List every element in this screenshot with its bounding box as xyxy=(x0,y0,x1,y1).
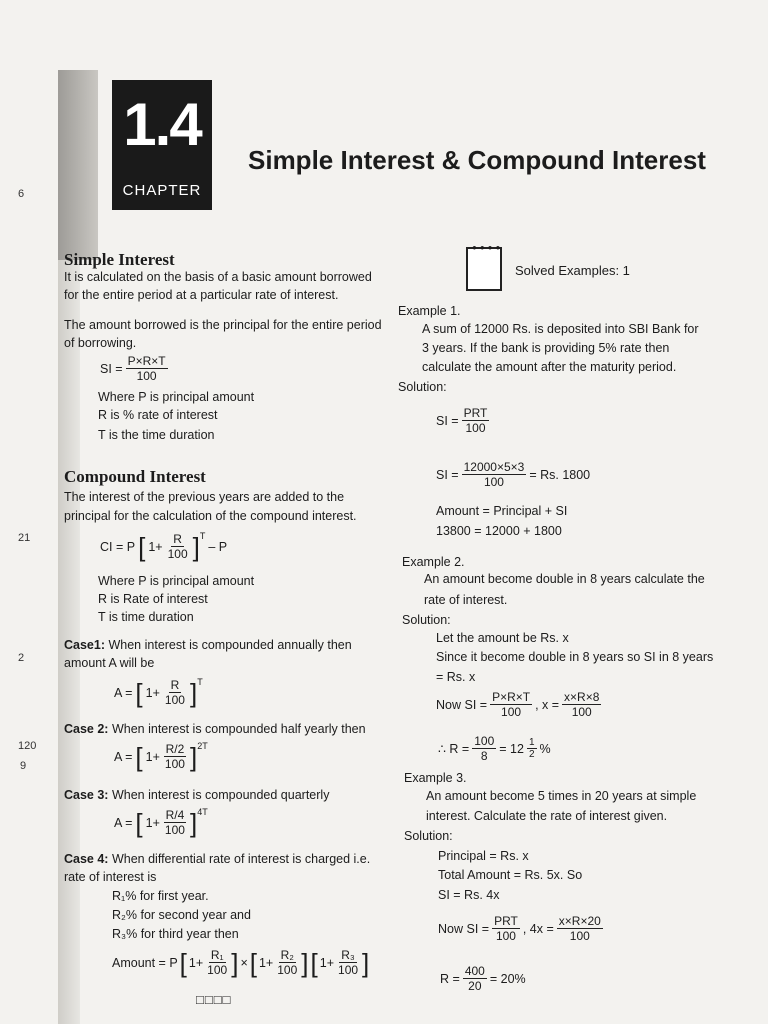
example3-label: Example 3. xyxy=(404,771,467,785)
solved-examples-heading: Solved Examples: 1 xyxy=(515,263,630,278)
ex2-r-fraction xyxy=(472,734,496,763)
case4-r1: R₁ xyxy=(210,948,224,962)
ex2-now-fraction2 xyxy=(562,690,601,719)
ex2-now-den: 100 xyxy=(501,705,522,719)
ex2-r-fnum: 1 xyxy=(528,737,535,748)
case4-one-plus: 1+ xyxy=(258,955,274,970)
ex2-r-num: 100 xyxy=(474,734,495,748)
case4-rate-line: R₁% for first year. xyxy=(112,889,209,903)
case2-fraction xyxy=(163,742,187,771)
si-para2-line: of borrowing. xyxy=(64,336,137,350)
ex3-now-lhs: Now SI = xyxy=(438,921,490,936)
bracket-open: [ xyxy=(179,947,187,978)
bracket-close: ] xyxy=(192,531,200,562)
si-where-line: Where P is principal amount xyxy=(98,390,255,404)
si-where-line: T is the time duration xyxy=(98,428,215,442)
ci-para-line: principal for the calculation of the compound interest. xyxy=(64,509,357,523)
case2-lhs: A = xyxy=(114,749,133,764)
case2-text: When interest is compounded half yearly then xyxy=(111,722,366,736)
case3-line xyxy=(64,786,329,804)
bracket-open: [ xyxy=(310,947,318,978)
case4-line: rate of interest is xyxy=(64,870,157,884)
ci-fraction xyxy=(166,532,190,561)
ex2-r-pct: % xyxy=(539,741,551,756)
example3-text-line: interest. Calculate the rate of interest given. xyxy=(426,809,668,823)
case4-line xyxy=(64,850,370,868)
example2-text-line: rate of interest. xyxy=(424,593,508,607)
ex3-r-fraction xyxy=(463,964,487,993)
example1-text-line: A sum of 12000 Rs. is deposited into SBI Bank for xyxy=(422,322,699,336)
chapter-label: CHAPTER xyxy=(122,182,202,199)
margin-mark: 2 xyxy=(18,652,25,664)
ex2-r-den: 8 xyxy=(480,749,488,763)
ex3-r-lhs: R = xyxy=(440,971,460,986)
ci-num: R xyxy=(173,532,182,546)
si-formula-num: P×R×T xyxy=(127,354,166,368)
margin-mark: 6 xyxy=(18,188,25,200)
bracket-open: [ xyxy=(135,677,143,708)
case4-fraction xyxy=(336,948,360,977)
si-formula-lhs: SI = xyxy=(100,361,123,376)
ci-formula-lhs: CI = P xyxy=(100,539,136,554)
ex3-line: SI = Rs. 4x xyxy=(438,888,500,902)
example1-text-line: 3 years. If the bank is providing 5% rate then xyxy=(422,341,670,355)
ex1-f2-lhs: SI = xyxy=(436,467,459,482)
ex3-r-den: 20 xyxy=(468,979,482,993)
chapter-label-box xyxy=(112,176,212,208)
bracket-open: [ xyxy=(135,741,143,772)
ex2-now-mid: , x = xyxy=(535,697,560,712)
case4-rate-line: R₃% for third year then xyxy=(112,927,239,941)
ex3-now-fraction xyxy=(492,914,520,943)
case4-fraction xyxy=(275,948,299,977)
ex3-r-formula xyxy=(440,964,526,993)
ci-para-line: The interest of the previous years are added to the xyxy=(64,490,345,504)
ex1-f2-num: 12000×5×3 xyxy=(463,460,525,474)
case4-text: When differential rate of interest is charged i.e. xyxy=(111,852,371,866)
ex3-now-den: 100 xyxy=(495,929,516,943)
case4-den: 100 xyxy=(207,963,228,977)
case3-den: 100 xyxy=(164,823,185,837)
si-where-line: R is % rate of interest xyxy=(98,408,218,422)
case1-den: 100 xyxy=(164,693,185,707)
bracket-open: [ xyxy=(138,531,146,562)
case1-lhs: A = xyxy=(114,685,133,700)
ex3-now-num2: x×R×20 xyxy=(558,914,601,928)
case1-num: R xyxy=(170,678,180,692)
ex2-now-num: P×R×T xyxy=(492,690,531,704)
ci-where-line: R is Rate of interest xyxy=(98,592,208,606)
ex2-line: = Rs. x xyxy=(436,670,476,684)
ex3-now-num: PRT xyxy=(494,914,518,928)
bracket-open: [ xyxy=(135,807,143,838)
bracket-close: ] xyxy=(301,947,309,978)
case1-formula xyxy=(114,678,203,707)
example2-text-line: An amount become double in 8 years calculate the xyxy=(424,572,705,586)
case2-label: Case 2: xyxy=(64,722,109,736)
example1-label: Example 1. xyxy=(398,304,461,318)
si-formula-fraction xyxy=(126,354,168,383)
ex1-formula2 xyxy=(436,460,590,489)
case1-line xyxy=(64,636,352,654)
case4-times: × xyxy=(240,955,248,970)
case3-exponent: 4T xyxy=(197,806,208,817)
page-title: Simple Interest & Compound Interest xyxy=(248,145,706,175)
ex3-now-mid: , 4x = xyxy=(522,921,554,936)
ex1-amount-line: 13800 = 12000 + 1800 xyxy=(436,524,562,538)
ex1-f2-rhs: = Rs. 1800 xyxy=(529,467,591,482)
case3-fraction xyxy=(163,808,187,837)
ex2-r-fden: 2 xyxy=(528,749,535,760)
case3-text: When interest is compounded quarterly xyxy=(111,788,330,802)
case4-one-plus: 1+ xyxy=(319,955,335,970)
ex2-r-mixed-fraction xyxy=(527,737,537,760)
margin-mark: 9 xyxy=(20,760,27,772)
margin-mark: 120 xyxy=(18,740,37,752)
ci-where-line: Where P is principal amount xyxy=(98,574,255,588)
si-para2-line: The amount borrowed is the principal for the entire period xyxy=(64,318,382,332)
case4-fraction xyxy=(205,948,229,977)
case1-label: Case1: xyxy=(64,638,105,652)
si-formula xyxy=(100,354,168,383)
ex2-r-formula xyxy=(438,734,551,763)
case1-exponent: T xyxy=(197,676,203,687)
si-para1-line: for the entire period at a particular rate of interest. xyxy=(64,288,339,302)
notepad-icon: ●●●● xyxy=(466,247,502,291)
ex3-line: Principal = Rs. x xyxy=(438,849,529,863)
section-end-marks: □□□□ xyxy=(196,992,232,1007)
ci-where-line: T is time duration xyxy=(98,610,194,624)
simple-interest-heading: Simple Interest xyxy=(64,250,175,269)
case4-lhs: Amount = P xyxy=(112,955,178,970)
case4-rate-line: R₂% for second year and xyxy=(112,908,251,922)
bracket-open: [ xyxy=(249,947,257,978)
ci-formula xyxy=(100,532,227,561)
ex1-f1-fraction xyxy=(462,406,490,435)
case4-label: Case 4: xyxy=(64,852,109,866)
example2-solution-label: Solution: xyxy=(402,613,451,627)
ex1-f2-fraction xyxy=(462,460,527,489)
case2-line xyxy=(64,720,366,738)
margin-mark: 21 xyxy=(18,532,31,544)
ex2-now-fraction xyxy=(490,690,532,719)
case1-text: When interest is compounded annually then xyxy=(108,638,352,652)
case4-r2: R₂ xyxy=(280,948,294,962)
case3-label: Case 3: xyxy=(64,788,109,802)
ex2-line: Let the amount be Rs. x xyxy=(436,631,569,645)
ex2-now-den2: 100 xyxy=(571,705,592,719)
bracket-close: ] xyxy=(189,807,198,838)
ex2-now-formula xyxy=(436,690,601,719)
case3-formula xyxy=(114,808,208,837)
ex1-f1-num: PRT xyxy=(463,406,488,420)
ex2-line: Since it become double in 8 years so SI in 8 years xyxy=(436,650,714,664)
case4-den: 100 xyxy=(338,963,359,977)
ci-one-plus: 1+ xyxy=(148,539,163,554)
bracket-close: ] xyxy=(231,947,239,978)
case3-lhs: A = xyxy=(114,815,133,830)
ex3-now-den2: 100 xyxy=(569,929,590,943)
ex3-line: Total Amount = Rs. 5x. So xyxy=(438,868,583,882)
ex1-f2-den: 100 xyxy=(483,475,504,489)
ex2-now-num2: x×R×8 xyxy=(564,690,600,704)
ci-tail: – P xyxy=(208,539,228,554)
compound-interest-heading: Compound Interest xyxy=(64,467,206,486)
example3-solution-label: Solution: xyxy=(404,829,453,843)
ex3-r-num: 400 xyxy=(464,964,485,978)
case3-num: R/4 xyxy=(165,808,185,822)
case2-formula xyxy=(114,742,208,771)
bracket-close: ] xyxy=(189,741,198,772)
ex2-r-eq: = 12 xyxy=(499,741,524,756)
ex3-r-rhs: = 20% xyxy=(489,971,526,986)
si-formula-den: 100 xyxy=(136,369,157,383)
case2-exponent: 2T xyxy=(197,740,208,751)
ex3-now-formula xyxy=(438,914,603,943)
example1-solution-label: Solution: xyxy=(398,380,447,394)
case1-one-plus: 1+ xyxy=(145,685,160,700)
case1-line: amount A will be xyxy=(64,656,155,670)
case2-one-plus: 1+ xyxy=(145,749,160,764)
case2-den: 100 xyxy=(164,757,185,771)
case1-fraction xyxy=(163,678,187,707)
case2-num: R/2 xyxy=(165,742,185,756)
ex1-f1-den: 100 xyxy=(465,421,486,435)
si-para1-line: It is calculated on the basis of a basic amount borrowed xyxy=(64,270,372,284)
example2-label: Example 2. xyxy=(402,555,465,569)
bracket-close: ] xyxy=(362,947,370,978)
case4-one-plus: 1+ xyxy=(188,955,204,970)
case4-r3: R₃ xyxy=(341,948,355,962)
ex2-r-lhs: ∴ R = xyxy=(438,742,470,756)
ex1-amount-line: Amount = Principal + SI xyxy=(436,504,568,518)
case4-formula xyxy=(112,948,369,977)
page-gutter-shadow-top xyxy=(58,70,98,260)
chapter-number: 1.4 xyxy=(123,91,201,158)
bracket-close: ] xyxy=(189,677,198,708)
ex1-f1-lhs: SI = xyxy=(436,413,459,428)
ex1-formula1 xyxy=(436,406,489,435)
case3-one-plus: 1+ xyxy=(145,815,160,830)
ex3-now-fraction2 xyxy=(557,914,603,943)
ci-exponent: T xyxy=(199,530,206,541)
ci-den: 100 xyxy=(167,547,188,561)
ex2-now-lhs: Now SI = xyxy=(436,697,488,712)
example3-text-line: An amount become 5 times in 20 years at simple xyxy=(426,789,697,803)
case4-den: 100 xyxy=(277,963,298,977)
example1-text-line: calculate the amount after the maturity period. xyxy=(422,360,677,374)
